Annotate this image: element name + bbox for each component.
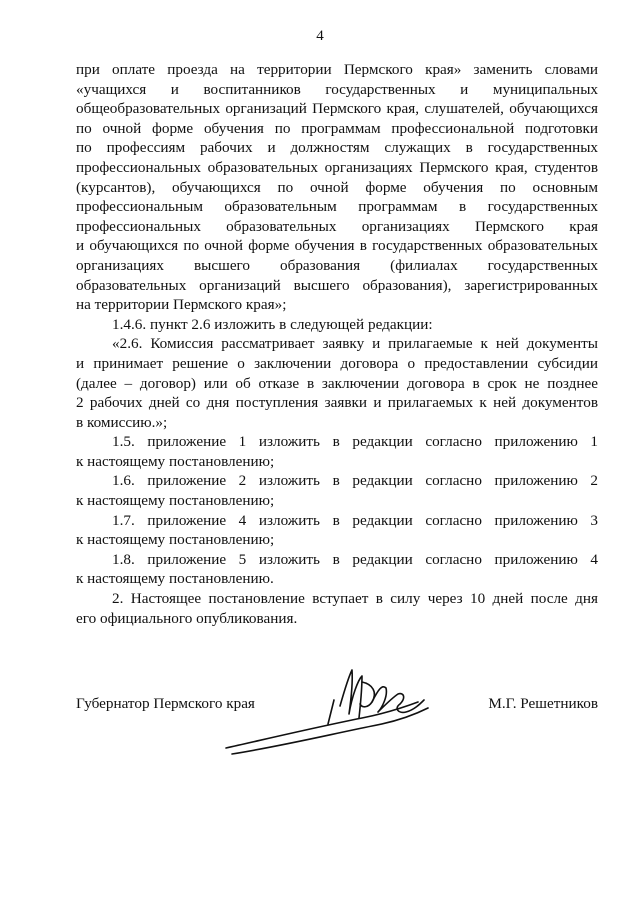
text-line: к настоящему постановлению; — [76, 452, 275, 470]
text-line: в комиссию.»; — [76, 413, 168, 431]
text-line: организациях высшего образования (филиалах государственных — [76, 256, 598, 274]
text-line: 1.6. приложение 2 изложить в редакции согласно приложению 2 — [112, 472, 598, 490]
text-line: и обучающихся по очной форме обучения в государственных образовательных — [76, 237, 598, 255]
text-line: 2 рабочих дней со дня поступления заявки и прилагаемых к ней документов — [76, 394, 598, 412]
text-line: 1.8. приложение 5 изложить в редакции согласно приложению 4 — [112, 550, 598, 568]
text-line: (курсантов), обучающихся по очной форме обучения по основным — [76, 178, 598, 196]
text-line: к настоящему постановлению. — [76, 570, 274, 588]
text-line: к настоящему постановлению; — [76, 531, 275, 549]
text-line: общеобразовательных организаций Пермского края, слушателей, обучающихся — [76, 100, 598, 118]
text-line: «учащихся и воспитанников государственных и муниципальных — [76, 80, 598, 98]
text-line: его официального опубликования. — [76, 609, 298, 627]
text-line: 1.7. приложение 4 изложить в редакции согласно приложению 3 — [112, 511, 598, 529]
text-line: «2.6. Комиссия рассматривает заявку и прилагаемые к ней документы — [112, 335, 598, 353]
document-body — [76, 60, 598, 628]
text-line: к настоящему постановлению; — [76, 492, 275, 510]
signatory-position: Губернатор Пермского края — [76, 695, 255, 712]
text-line: профессиональным образовательным программам в государственных — [76, 198, 598, 216]
text-line: профессиональных образовательных организациях Пермского края — [76, 217, 598, 235]
signatory-name: М.Г. Решетников — [488, 695, 598, 712]
text-line: 1.4.6. пункт 2.6 изложить в следующей редакции: — [112, 315, 433, 333]
text-line: при оплате проезда на территории Пермского края» заменить словами — [76, 61, 598, 78]
text-line: 2. Настоящее постановление вступает в силу через 10 дней после дня — [112, 590, 598, 608]
text-line: 1.5. приложение 1 изложить в редакции согласно приложению 1 — [112, 433, 598, 451]
text-line: образовательных организаций высшего образования), зарегистрированных — [76, 276, 598, 294]
text-line: профессиональных образовательных организациях Пермского края, студентов — [76, 158, 598, 176]
text-line: по очной форме обучения по программам профессиональной подготовки — [76, 119, 598, 137]
text-line: (далее – договор) или об отказе в заключении договора в срок не позднее — [76, 374, 598, 392]
text-line: по профессиям рабочих и должностям служащих в государственных — [76, 139, 598, 157]
text-line: и принимает решение о заключении договора о предоставлении субсидии — [76, 354, 598, 372]
signature-block — [76, 694, 598, 714]
page-number: 4 — [316, 28, 324, 44]
text-line: на территории Пермского края»; — [76, 296, 287, 314]
